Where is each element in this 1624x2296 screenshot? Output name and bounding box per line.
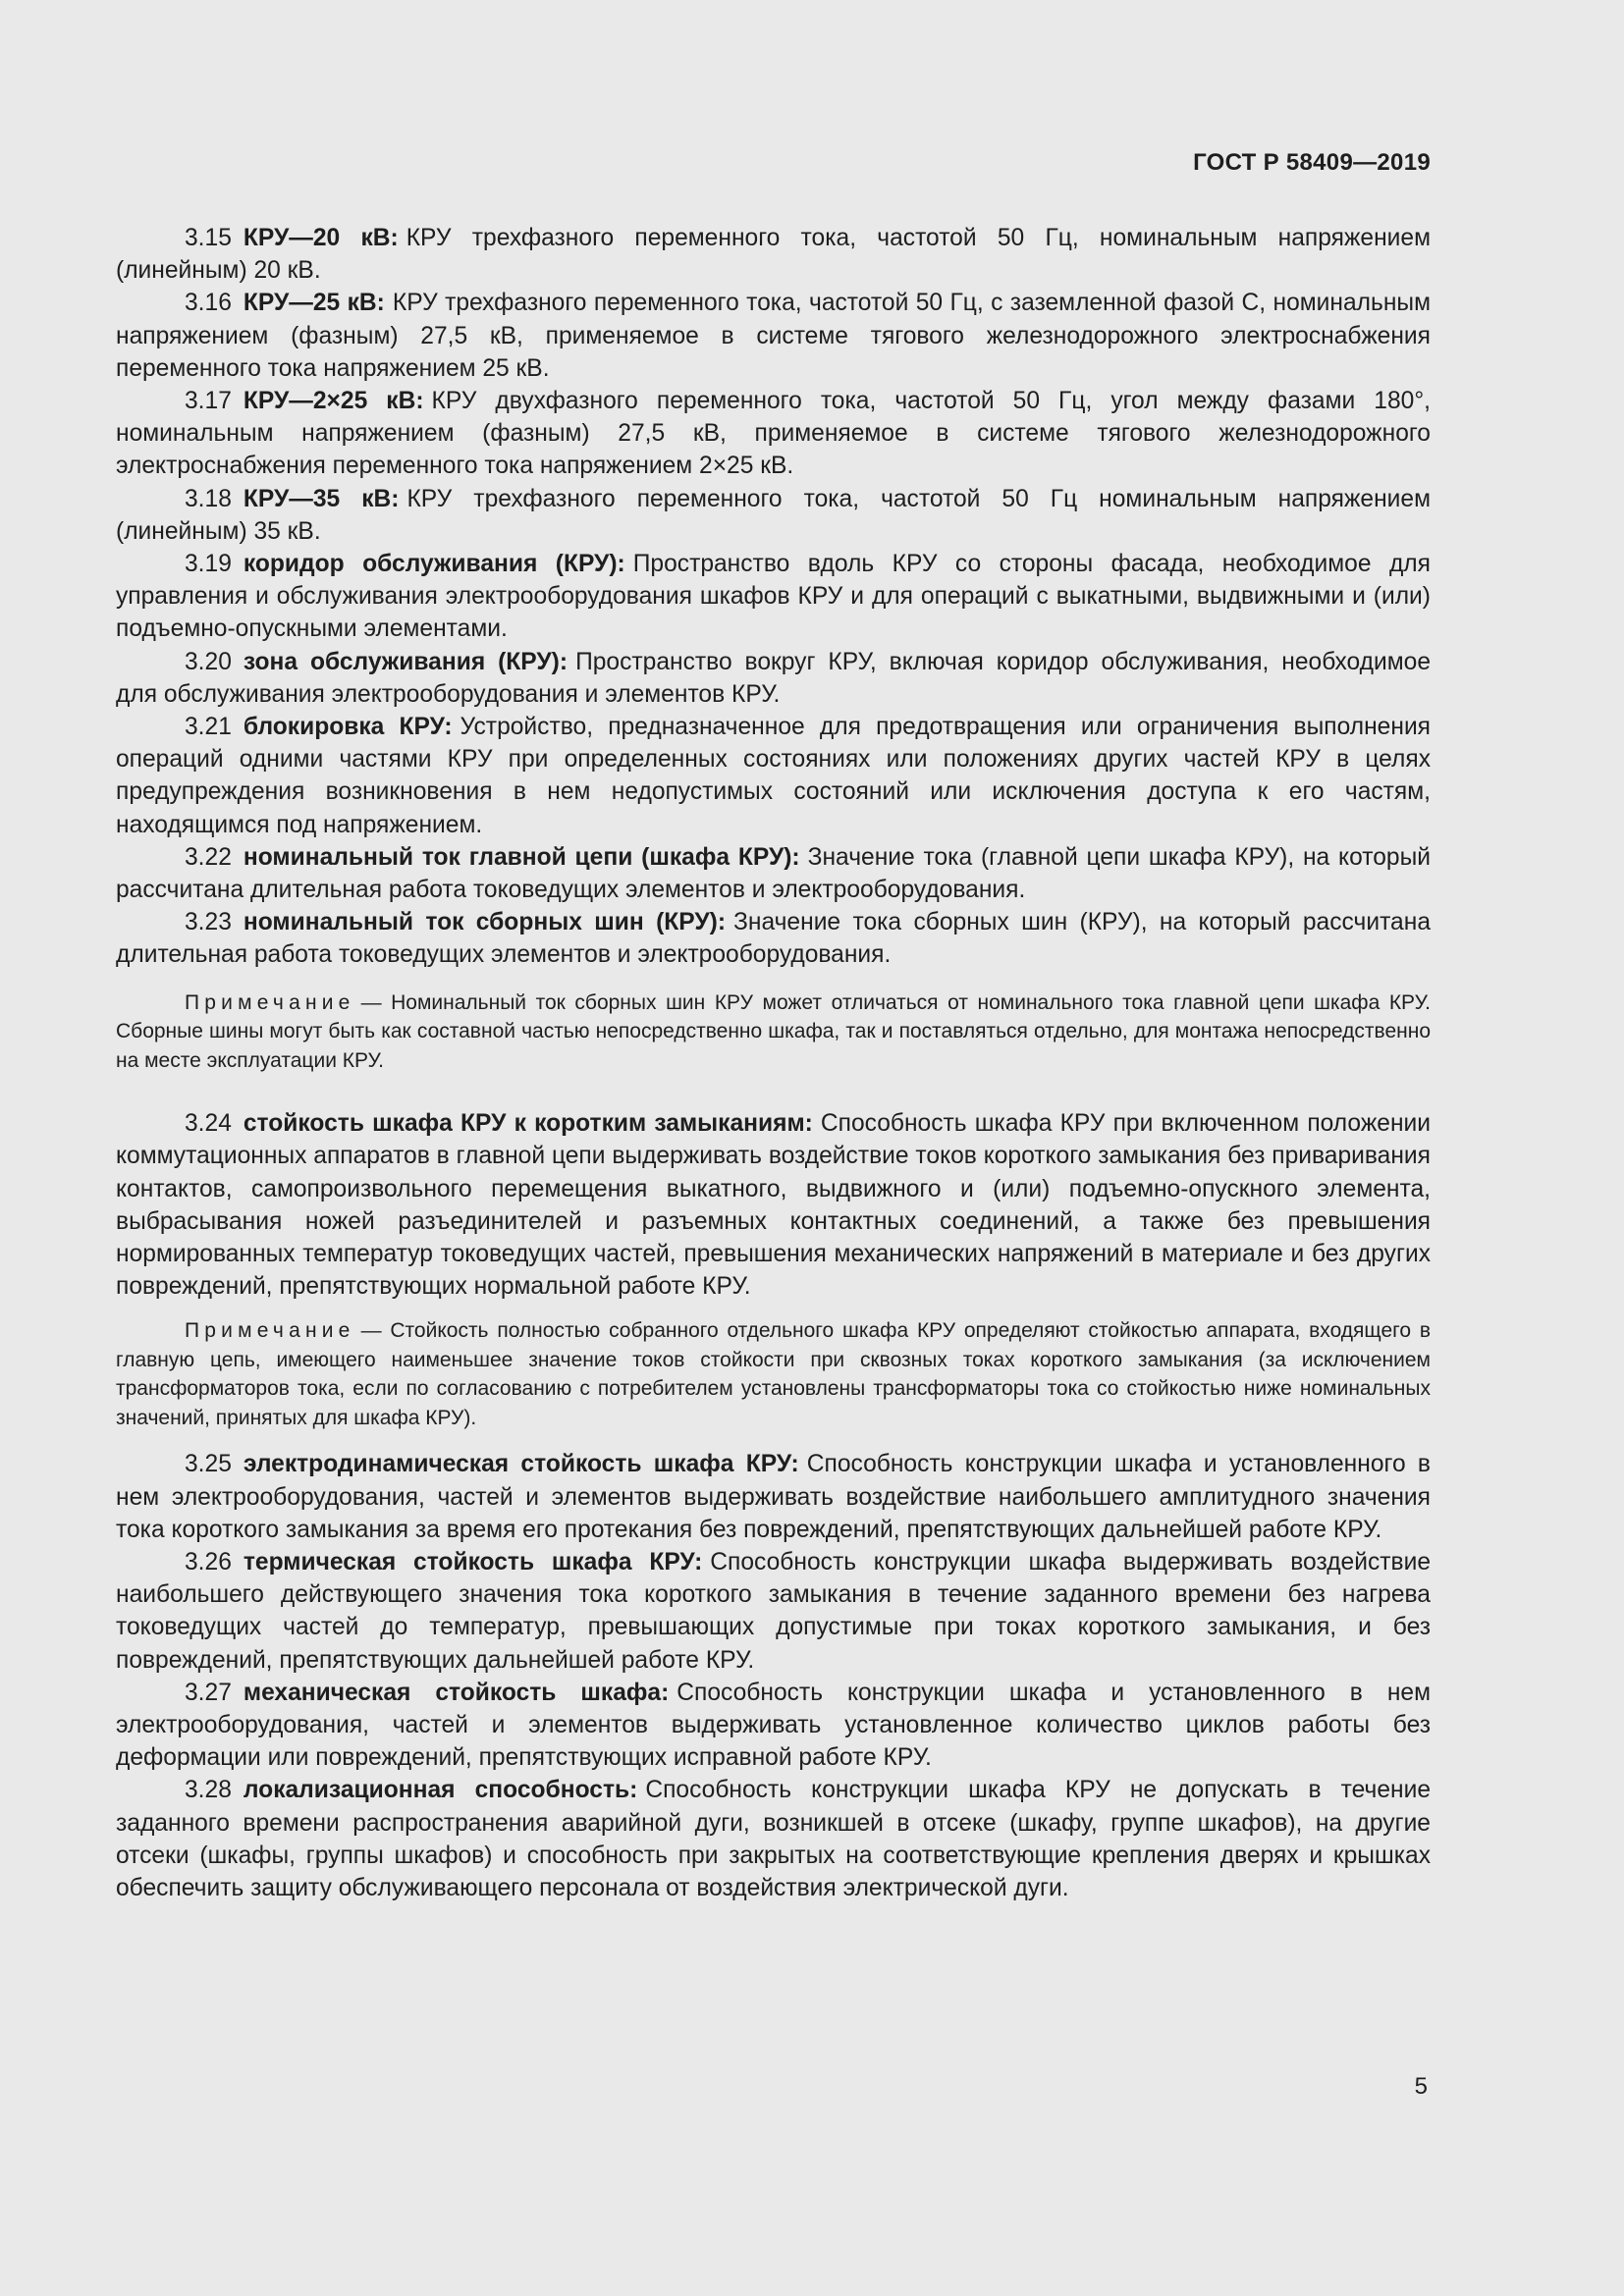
note-label: Примечание (185, 990, 355, 1014)
clause-3-25 (116, 1448, 1431, 1546)
clause-number: 3.15 (185, 225, 232, 251)
clause-number: 3.26 (185, 1549, 232, 1575)
note-text: — Номинальный ток сборных шин КРУ может отличаться от номинального тока главной цепи шкафа КРУ. Сборные шины могут быть как составной частью непосредственно шкафа, так и поставляться отдельно, для монтажа непосредственно на месте эксплуатации КРУ. (116, 990, 1431, 1072)
spacer (116, 972, 1431, 988)
clause-term: блокировка КРУ: (243, 714, 453, 741)
clause-term: термическая стойкость шкафа КРУ: (243, 1549, 703, 1575)
clause-text: Способность шкафа КРУ при включенном положении коммутационных аппаратов в главной цепи выдерживать воздействие токов короткого замыкания без приваривания контактов, самопроизвольного перемещения выкатного, выдвижного и (или) подъемно-опускного элемента, выбрасывания ножей разъединителей и разъемных контактных соединений, а также без превышения нормированных температур токоведущих частей, превышения механических напряжений в материале и без других повреждений, препятствующих нормальной работе КРУ. (116, 1110, 1432, 1301)
clause-number: 3.19 (185, 551, 232, 578)
clause-term: локализационная способность: (243, 1777, 638, 1804)
spacer (116, 1303, 1431, 1316)
clause-text: Пространство вокруг КРУ, включая коридор обслуживания, необходимое для обслуживания электрооборудования и элементов КРУ. (116, 648, 1431, 708)
note-1 (116, 988, 1431, 1076)
clause-number: 3.27 (185, 1679, 232, 1706)
clause-number: 3.17 (185, 388, 232, 415)
clause-3-20 (116, 646, 1431, 711)
clause-term: КРУ—2×25 кВ: (243, 388, 424, 415)
note-text: — Стойкость полностью собранного отдельного шкафа КРУ определяют стойкостью аппарата, входящего в главную цепь, имеющего наименьшее значение токов стойкости при сквозных токах короткого замыкания (за исключением трансформаторов тока, если по согласованию с потребителем установлены трансформаторы тока со стойкостью ниже номинальных значений, принятых для шкафа КРУ). (116, 1319, 1431, 1429)
clause-3-24 (116, 1107, 1431, 1303)
clause-term: КРУ—25 кВ: (243, 290, 385, 317)
clause-term: механическая стойкость шкафа: (243, 1679, 670, 1706)
clause-number: 3.16 (185, 290, 232, 317)
clause-text: Способность конструкции шкафа и установленного в нем электрооборудования, частей и элементов выдерживать воздействие наибольшего амплитудного значения тока короткого замыкания за время его протекания без повреждений, препятствующих дальнейшей работе КРУ. (116, 1451, 1431, 1543)
clause-3-27 (116, 1677, 1431, 1775)
clause-term: номинальный ток главной цепи (шкафа КРУ): (243, 843, 800, 871)
clause-text: Способность конструкции шкафа КРУ не допускать в течение заданного времени распространения аварийной дуги, возникшей в отсеке (шкафу, группе шкафов), на другие отсеки (шкафы, группы шкафов) и способность при закрытых на соответствующие крепления дверях и крышках обеспечить защиту обслуживающего персонала от воздействия электрической дуги. (116, 1777, 1431, 1902)
clause-number: 3.18 (185, 485, 232, 512)
clause-number: 3.22 (185, 843, 232, 871)
clause-number: 3.28 (185, 1777, 232, 1804)
clause-text: Значение тока сборных шин (КРУ), на который рассчитана длительная работа токоведущих элементов и электрооборудования. (116, 909, 1431, 969)
clause-term: КРУ—20 кВ: (243, 225, 399, 251)
clause-3-21 (116, 711, 1431, 841)
clause-3-28 (116, 1774, 1431, 1904)
clause-text: КРУ трехфазного переменного тока, частотой 50 Гц, номинальным напряжением (линейным) 20 кВ. (116, 225, 1431, 285)
clause-number: 3.21 (185, 714, 232, 741)
spacer (116, 1075, 1431, 1107)
clause-term: стойкость шкафа КРУ к коротким замыканиям: (243, 1110, 813, 1138)
clause-3-19 (116, 548, 1431, 646)
clause-term: номинальный ток сборных шин (КРУ): (243, 909, 727, 936)
page-number: 5 (1414, 2073, 1428, 2100)
clause-3-26 (116, 1546, 1431, 1677)
clause-term: зона обслуживания (КРУ): (243, 648, 568, 675)
spacer (116, 1432, 1431, 1448)
clause-text: Устройство, предназначенное для предотвращения или ограничения выполнения операций одними частями КРУ при определенных состояниях или положениях других частей КРУ в целях предупреждения возникновения в нем недопустимых состояний или исключения доступа к его частям, находящимся под напряжением. (116, 714, 1431, 838)
clause-number: 3.25 (185, 1451, 232, 1478)
clause-3-16 (116, 287, 1431, 385)
clause-3-17 (116, 385, 1431, 483)
clause-text: КРУ трехфазного переменного тока, частотой 50 Гц номинальным напряжением (линейным) 35 кВ. (116, 485, 1431, 545)
clause-text: КРУ двухфазного переменного тока, частотой 50 Гц, угол между фазами 180°, номинальным напряжением (фазным) 27,5 кВ, применяемое в системе тягового железнодорожного электроснабжения переменного тока напряжением 2×25 кВ. (116, 388, 1431, 480)
clause-3-18 (116, 483, 1431, 548)
document-body (116, 222, 1431, 1904)
clause-term: коридор обслуживания (КРУ): (243, 551, 625, 578)
clause-number: 3.20 (185, 648, 232, 675)
clause-text: Пространство вдоль КРУ со стороны фасада, необходимое для управления и обслуживания электрооборудования шкафов КРУ и для операций с выкатными, выдвижными и (или) подъемно-опускными элементами. (116, 551, 1431, 643)
clause-text: Способность конструкции шкафа выдерживать воздействие наибольшего действующего значения тока короткого замыкания в течение заданного времени без нагрева токоведущих частей до температур, превышающих допустимые при токах короткого замыкания, и без повреждений, препятствующих дальнейшей работе КРУ. (116, 1549, 1431, 1674)
clause-text: Значение тока (главной цепи шкафа КРУ), на который рассчитана длительная работа токоведущих элементов и электрооборудования. (116, 843, 1431, 904)
clause-3-15 (116, 222, 1431, 287)
clause-3-22 (116, 841, 1431, 906)
clause-text: Способность конструкции шкафа и установленного в нем электрооборудования, частей и элементов выдерживать установленное количество циклов работы без деформации или повреждений, препятствующих исправной работе КРУ. (116, 1679, 1431, 1772)
clause-term: КРУ—35 кВ: (243, 485, 400, 512)
note-label: Примечание (185, 1319, 355, 1343)
clause-text: КРУ трехфазного переменного тока, частотой 50 Гц, с заземленной фазой С, номинальным напряжением (фазным) 27,5 кВ, применяемое в системе тягового железнодорожного электроснабжения переменного тока напряжением 25 кВ. (116, 290, 1431, 382)
clause-term: электродинамическая стойкость шкафа КРУ: (243, 1451, 799, 1478)
clause-3-23 (116, 906, 1431, 971)
document-id-header: ГОСТ Р 58409—2019 (1193, 149, 1431, 176)
clause-number: 3.24 (185, 1110, 232, 1138)
note-2 (116, 1316, 1431, 1432)
clause-number: 3.23 (185, 909, 232, 936)
